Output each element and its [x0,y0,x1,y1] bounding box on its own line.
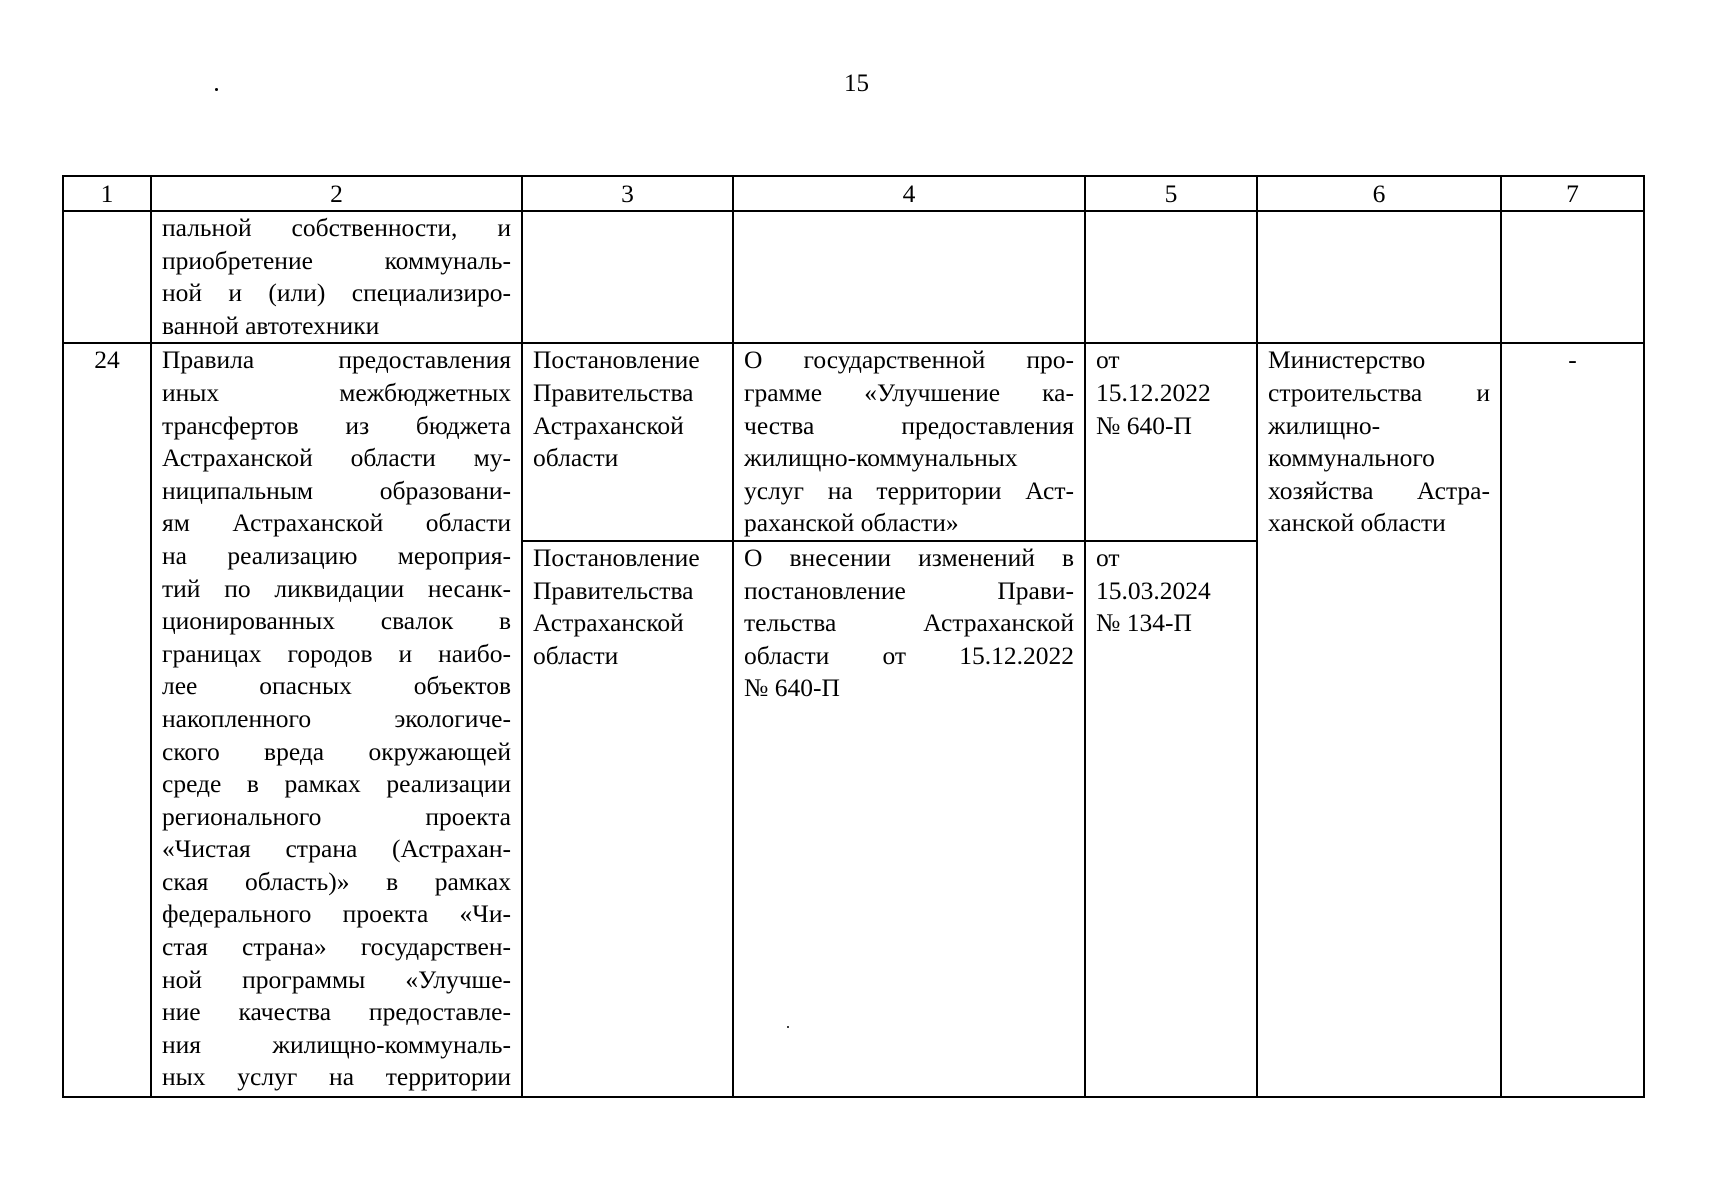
act-type: Постановление Правительства Астраханской области [522,343,733,541]
act-title: О государственной про- грамме «Улучшение ка- чества предоставления жилищно-коммунальных услуг на территории Аст- раханской области» [733,343,1085,541]
continued-row [63,211,1644,343]
column-number: 4 [733,176,1085,211]
column-number: 5 [1085,176,1257,211]
act-date-number: от 15.12.2022 № 640-П [1085,343,1257,541]
table-row [63,343,1644,541]
column-number: 3 [522,176,733,211]
column-number: 2 [151,176,522,211]
column-number-row [63,176,1644,211]
scan-speck [215,88,218,91]
act-name: Правила предоставления иных межбюджетных трансфертов из бюджета Астраханской области му- ниципальным образовани- ям Астраханской области на реализацию мероприя- тий по ликвидации несанк- ционированных свалок в границах городов и наибо- лее опасных объектов накопленного экологиче- ского вреда окружающей среде в рамках реализации регионального проекта «Чистая страна (Астрахан- ская область)» в рамках федерального проекта «Чи- стая страна» государствен- ной программы «Улучше- ние качества предоставле- ния жилищно-коммуналь- ных услуг на территории [151,343,522,1097]
table-cell [63,211,151,343]
column-number: 7 [1501,176,1644,211]
act-date-number: от 15.03.2024 № 134-П [1085,541,1257,1097]
act-type: Постановление Правительства Астраханской области [522,541,733,1097]
row-number: 24 [63,343,151,1097]
table-cell [1501,211,1644,343]
act-title: О внесении изменений в постановление Прави- тельства Астраханской области от 15.12.2022 № 640-П [733,541,1085,1097]
table-cell [1085,211,1257,343]
responsible-authority: Министерство строительства и жилищно- коммунального хозяйства Астра- ханской области [1257,343,1501,1097]
page-number: 15 [844,70,869,97]
column-number: 1 [63,176,151,211]
legal-acts-table [62,175,1645,1098]
act-name-continued: пальной собственности, и приобретение коммуналь- ной и (или) специализиро- ванной автотехники [151,211,522,343]
note-cell: - [1501,343,1644,1097]
table-cell [1257,211,1501,343]
table-cell [522,211,733,343]
column-number: 6 [1257,176,1501,211]
table-cell [733,211,1085,343]
